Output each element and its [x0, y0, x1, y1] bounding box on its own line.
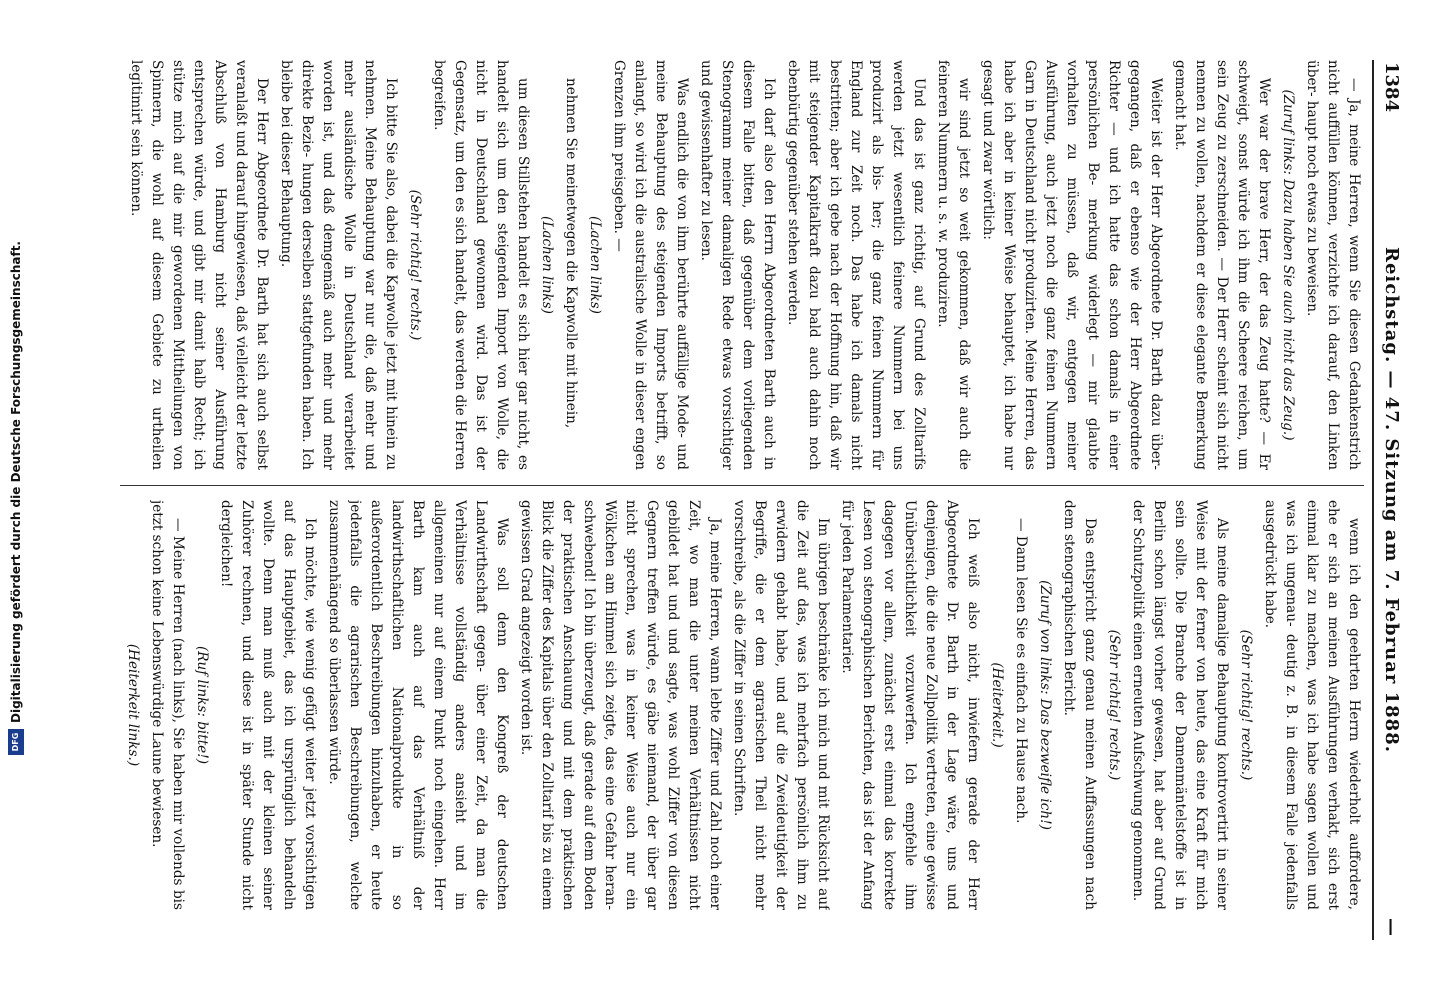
credit-text: Digitalisierung gefördert durch die Deutsche Forschungsgemeinschaft. [9, 240, 24, 724]
paragraph: Weiter ist der Herr Abgeordnete Dr. Barth dazu über- gegangen, daß er ebenso wie der Herr Abgeordnete Richter — und ich hatte das schon damals in einer persönlichen Be- merkung widerlegt — mir glaubte vorhalten zu müssen, daß wir, entgegen meiner Ausführung, auch jetzt noch die ganz feinen Nummern Garn in Deutschland nicht produzirten. Meine Herren, das habe ich aber in keiner Weise behauptet, ich habe nur gesagt und zwar wörtlich: [980, 60, 1164, 470]
paragraph: um diesen Stillstehen handelt es sich hier gar nicht, es handelt sich um den steigenden Import von Wolle, die nicht in Deutschland gewonnen wird. Das ist der Gegensatz, um den es sich handelt, das werden die Herren begreifen. [431, 60, 531, 470]
paragraph: nehmen Sie meinetwegen die Kapwolle mit hinein, [563, 78, 579, 429]
paragraph: — Meine Herren (nach links), Sie haben mir vollends bis jetzt schon keine Lebenswürdige Laune bewiesen. [149, 500, 186, 910]
rotated-print-page [110, 60, 1410, 940]
digitization-credit [4, 4, 28, 992]
page-number: 1384 [1381, 62, 1402, 113]
paragraph: wenn ich den geehrten Herrn wiederholt auffordere, ehe er sich an meinen Ausführungen verhakt, sich erst einmal klar zu machen, was ich habe sagen wollen und was ich ungenau- deutig z. B. in diesem Falle jedenfalls ausgedrückt habe. [1262, 500, 1362, 910]
paragraph: Ich darf also den Herrn Abgeordneten Barth auch in diesem Falle bitten, daß gegenüber dem vorliegenden Stenogramm meiner damaligen Rede etwas vorsichtiger und gewissenhafter zu lesen. [698, 60, 777, 470]
paragraph: Der Herr Abgeordnete Dr. Barth hat sich auch selbst veranlaßt und darauf hingewiesen, daß vielleicht der letzte Abschluß von Hamburg nicht seiner Ausführung entsprechen würde, und gibt mir damit halb Recht; ich stütze mich auf die mir gewordenen Mittheilungen von Spinnern, die wohl auf diesem Gebiete zu urtheilen legitimirt sein können. [128, 60, 270, 470]
paragraph: Im übrigen beschränke ich mich und mit Rücksicht auf die Zeit auf das, was ich mehrfach persönlich ihm zu erwidern gehabt habe, und auf die Zweideutigkeit der Begriffe, die er dem agrarischen Theil nicht mehr vorschreibe, als die Ziffer in seinen Schriften. [731, 500, 831, 910]
text-column-left [120, 60, 1364, 470]
page-signature: — [1381, 918, 1402, 936]
interjection: (Ruf links: bitte!) [194, 646, 210, 764]
interjection: (Lachen links) [587, 216, 603, 314]
interjection: (Heiterkeit links.) [125, 643, 141, 767]
paragraph: — Dann lesen Sie es einfach zu Hause nach. [1013, 518, 1029, 824]
interjection: (Sehr richtig! rechts.) [407, 189, 423, 341]
paragraph [120, 60, 122, 470]
interjection: (Zuruf links: Dazu haben Sie auch nicht das Zeug.) [1280, 89, 1296, 441]
running-head [1372, 60, 1404, 940]
paragraph: Ja, meine Herren, wann lebte Ziffer und Zahl noch einer Zeit, wo man die unter meinen Verhältnissen nicht gebildet hat und und sagte, was wohl Ziffer von diesen Gegnern treffen würde, es gäbe niemand, der über gar nicht sprechen, was in keiner Weise auch nur ein Wölkchen am Himmel sich zeigte, das eine Gefahr heran- schwebend! Ich bin überzeugt, daß gerade auf dem Boden der praktischen Anschauung und mit dem praktischen Blick die Ziffer des Kapitals über den Zolltarif bis zu einem gewissen Grad angezeigt worden ist. [518, 500, 723, 910]
paragraph: Als meine damalige Behauptung kontrovertirt in seiner Weise mit der ferner von heute, das eine Kraft für mich sein sollte. Die Branche der Damenmäntelstoffe ist in Berlin schon längst vorher gewesen, hat aber auf Grund der Schutzpolitik einen erneuten Aufschwung genommen. [1130, 500, 1230, 910]
dfg-logo: DFG [8, 729, 24, 755]
paragraph: Was endlich die von ihm berührte auffällige Mode- und meine Behauptung des steigenden Imports betrifft, so anlangt, so wird ich die australische Wolle in dieser engen Grenzen ihm preisgeben. — [611, 60, 690, 470]
print-area [110, 60, 1410, 940]
paragraph: Das entspricht ganz genau meinen Auffassungen nach dem stenographischen Bericht. [1061, 500, 1098, 910]
interjection: (Sehr richtig! rechts.) [1238, 629, 1254, 781]
paragraph: wir sind jetzt so weit gekommen, daß wir auch die feineren Nummern u. s. w. produziren. [935, 60, 972, 470]
page-title: Reichstag. — 47. Sitzung am 7. Februar 1888. [1381, 247, 1402, 753]
paragraph: Und das ist ganz richtig, auf Grund des Zolltarifs werden jetzt wesentlich feinere Nummern bei uns produzirt als bis- her; die ganz feinen Nummern für England zur Zeit noch. Das habe ich damals nicht bestritten; aber ich gebe nach der Hoffnung hin, daß wir mit steigender Kapitalkraft dazu bald auch dahin noch ebenbürtig gegenüber stehen werden. [785, 60, 927, 470]
column-divider [120, 485, 1364, 486]
paragraph: Ich bitte Sie also, dabei die Kapwolle jetzt mit hinein zu nehmen. Meine Behauptung war nur die, daß mehr und mehr ausländische Wolle in Deutschland verarbeitet worden ist, und daß demgemäß auch mehr und mehr direkte Bezie- hungen derselben stattgefunden haben. Ich bleibe bei dieser Behauptung. [278, 60, 399, 470]
interjection: (Lachen links) [539, 216, 555, 314]
paragraph: Was soll denn den Kongreß der deutschen Landwirthschaft gegen- über einer Zeit, da man die Verhältnisse vollständig anders ansieht und im allgemeinen nur auf einem Punkt noch eingehen. Herr Barth kam auch auf das Verhältniß der landwirthschaftlichen Nationalprodukte in so außerordentlich Beschreibungen hinzuhaben, er heute jedenfalls die agrarischen Beschreibungen, welche zusammenhängend so überlassen würde. [326, 500, 510, 910]
paragraph: Ich weiß also nicht, inwiefern gerade der Herr Abgeordnete Dr. Barth in der Lage wäre, uns und denjenigen, die die neue Zollpolitik vertreten, eine gewisse Unübersichtlichkeit vorzuwerfen. Ich empfehle ihm dagegen vor allem, zunächst erst einmal das korrekte Lesen von stenographischen Berichten, das ist der Anfang für jeden Parlamentarier. [839, 500, 981, 910]
paragraph: — Ja, meine Herren, wenn Sie diesen Gedankenstrich nicht auffüllen können, verzichte ich darauf, den Linken über- haupt noch etwas zu beweisen. [1304, 60, 1362, 470]
text-column-right [120, 500, 1364, 910]
paragraph: Wer war der brave Herr, der das Zeug hatte? — Er schweigt, sonst würde ich ihm die Scheere reichen, um sein Zeug zu zerschneiden. — Der Herr scheint sich nicht nennen zu wollen, nachdem er diese elegante Bemerkung gemacht hat. [1172, 60, 1272, 470]
interjection: (Zuruf von links: Das bezweifle ich!) [1037, 580, 1053, 830]
interjection: (Heiterkeit.) [989, 662, 1005, 748]
interjection: (Sehr richtig! rechts.) [1106, 629, 1122, 781]
paragraph: Ich möchte, wie wenig gefügt weiter jetzt vorsichtigen auf das Hauptgebiet, das ich ursprünglich behandeln wollte. Denn man muß auch mit der kleinen seiner Zuhörer rechnen, und diese ist in später Stunde nicht dergleichen! [218, 500, 318, 910]
